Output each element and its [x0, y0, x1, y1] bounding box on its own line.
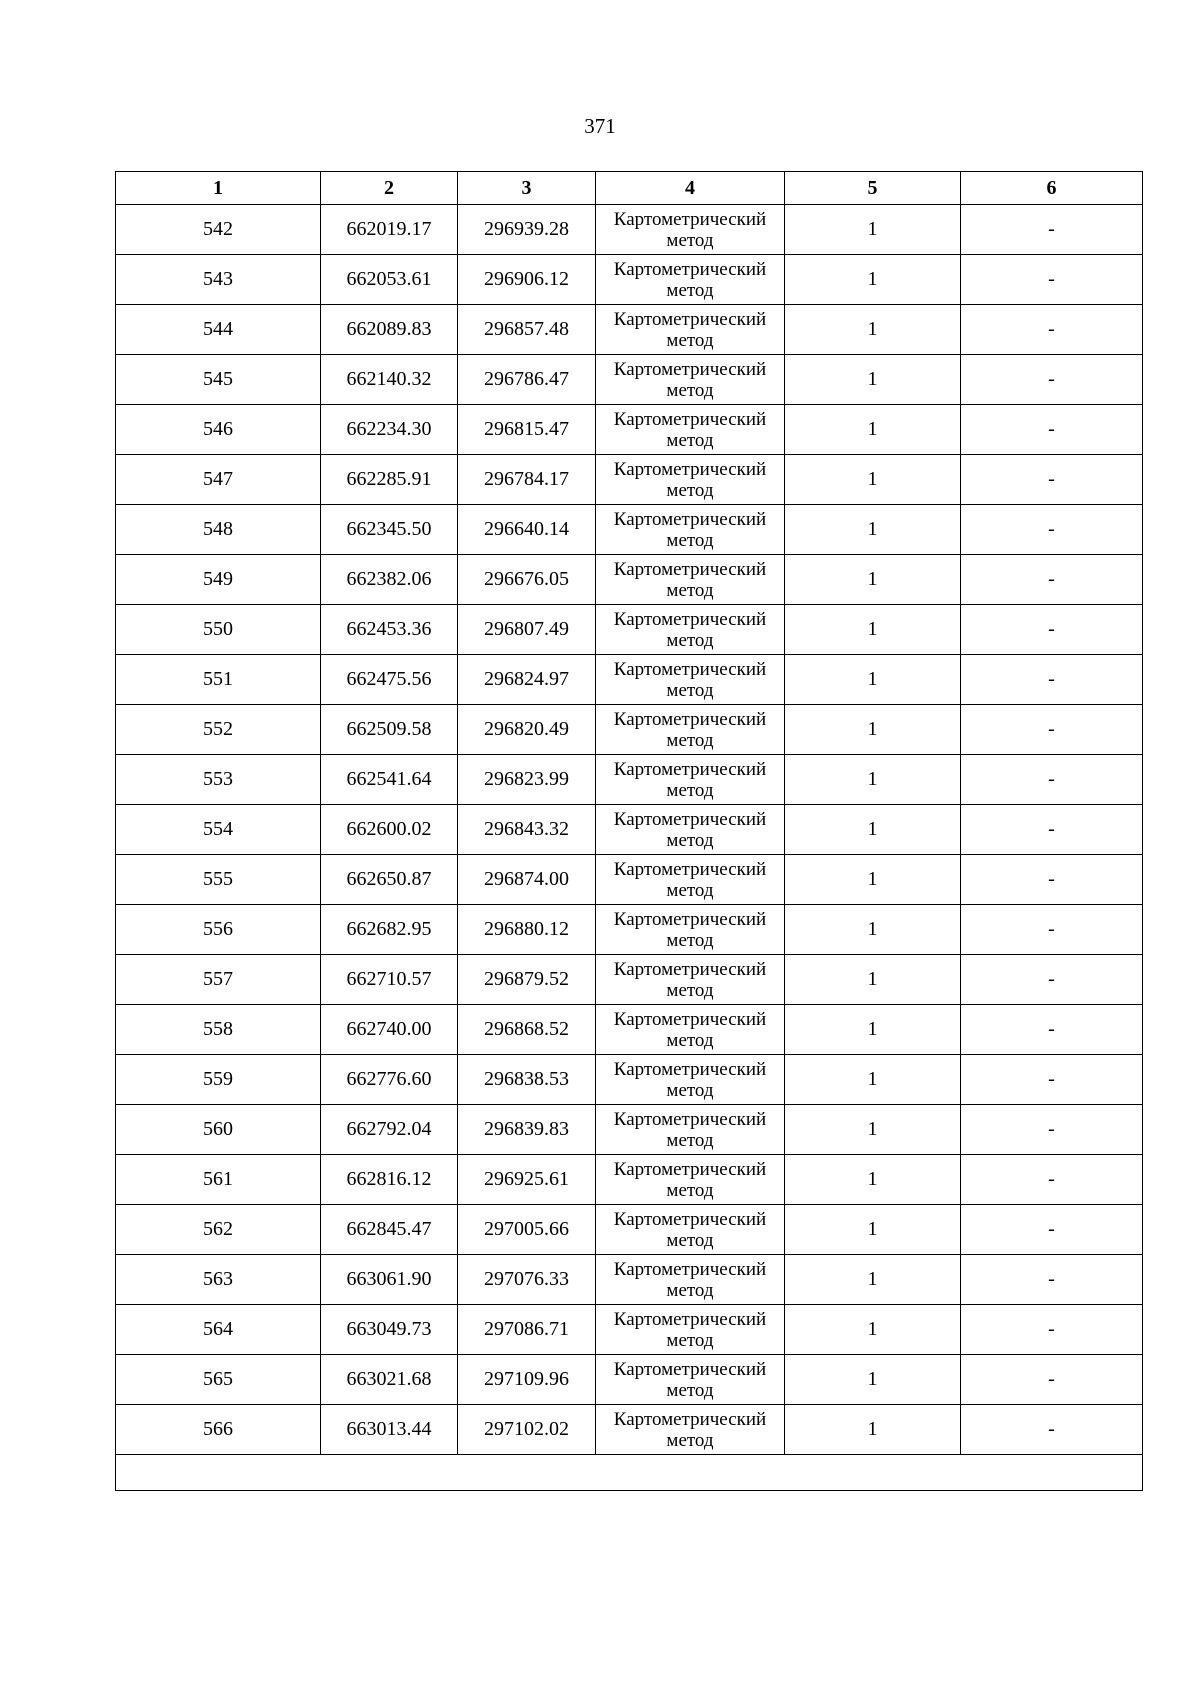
table-row — [116, 1105, 1143, 1155]
method-line-2: метод — [666, 929, 714, 951]
note-cell: - — [961, 755, 1143, 805]
accuracy-cell: 1 — [785, 1355, 961, 1405]
method-line-2: метод — [666, 229, 714, 251]
empty-cell — [116, 1455, 1143, 1491]
note-cell: - — [961, 1105, 1143, 1155]
note-cell: - — [961, 305, 1143, 355]
table-row — [116, 855, 1143, 905]
note-cell: - — [961, 355, 1143, 405]
table-header-row — [116, 172, 1143, 205]
point-number-cell: 560 — [116, 1105, 321, 1155]
method-line-1: Картометрический — [613, 1158, 767, 1180]
method-cell — [596, 755, 785, 805]
note-cell: - — [961, 1355, 1143, 1405]
point-number-cell: 549 — [116, 555, 321, 605]
method-line-2: метод — [666, 1229, 714, 1251]
note-cell: - — [961, 1255, 1143, 1305]
method-cell — [596, 455, 785, 505]
header-col-5: 5 — [785, 172, 961, 205]
page-number: 371 — [584, 114, 616, 138]
point-number-cell: 555 — [116, 855, 321, 905]
y-coordinate-cell: 296676.05 — [458, 555, 596, 605]
y-coordinate-cell: 296824.97 — [458, 655, 596, 705]
y-coordinate-cell: 296640.14 — [458, 505, 596, 555]
x-coordinate-cell: 662509.58 — [321, 705, 458, 755]
note-cell: - — [961, 955, 1143, 1005]
method-line-2: метод — [666, 1179, 714, 1201]
point-number-cell: 543 — [116, 255, 321, 305]
method-cell — [596, 1055, 785, 1105]
note-cell: - — [961, 405, 1143, 455]
y-coordinate-cell: 296906.12 — [458, 255, 596, 305]
method-line-2: метод — [666, 679, 714, 701]
accuracy-cell: 1 — [785, 605, 961, 655]
x-coordinate-cell: 663061.90 — [321, 1255, 458, 1305]
method-line-2: метод — [666, 429, 714, 451]
table-row — [116, 405, 1143, 455]
y-coordinate-cell: 296786.47 — [458, 355, 596, 405]
header-col-4: 4 — [596, 172, 785, 205]
method-cell — [596, 905, 785, 955]
table-row — [116, 905, 1143, 955]
table-row — [116, 1355, 1143, 1405]
method-line-2: метод — [666, 829, 714, 851]
y-coordinate-cell: 296843.32 — [458, 805, 596, 855]
note-cell: - — [961, 1005, 1143, 1055]
x-coordinate-cell: 662475.56 — [321, 655, 458, 705]
y-coordinate-cell: 297086.71 — [458, 1305, 596, 1355]
x-coordinate-cell: 663049.73 — [321, 1305, 458, 1355]
note-cell: - — [961, 855, 1143, 905]
method-cell — [596, 1355, 785, 1405]
method-cell — [596, 1405, 785, 1455]
accuracy-cell: 1 — [785, 805, 961, 855]
accuracy-cell: 1 — [785, 1205, 961, 1255]
method-cell — [596, 555, 785, 605]
point-number-cell: 545 — [116, 355, 321, 405]
x-coordinate-cell: 662776.60 — [321, 1055, 458, 1105]
accuracy-cell: 1 — [785, 1105, 961, 1155]
table-row — [116, 705, 1143, 755]
method-cell — [596, 605, 785, 655]
table-row — [116, 1005, 1143, 1055]
note-cell: - — [961, 1305, 1143, 1355]
method-cell — [596, 305, 785, 355]
note-cell: - — [961, 205, 1143, 255]
method-line-1: Картометрический — [613, 258, 767, 280]
method-line-2: метод — [666, 379, 714, 401]
table-row — [116, 955, 1143, 1005]
point-number-cell: 547 — [116, 455, 321, 505]
note-cell: - — [961, 905, 1143, 955]
method-line-1: Картометрический — [613, 358, 767, 380]
method-line-1: Картометрический — [613, 608, 767, 630]
method-line-1: Картометрический — [613, 908, 767, 930]
method-cell — [596, 1105, 785, 1155]
x-coordinate-cell: 663013.44 — [321, 1405, 458, 1455]
method-line-1: Картометрический — [613, 408, 767, 430]
table-row — [116, 555, 1143, 605]
x-coordinate-cell: 662453.36 — [321, 605, 458, 655]
y-coordinate-cell: 296868.52 — [458, 1005, 596, 1055]
accuracy-cell: 1 — [785, 455, 961, 505]
table-row — [116, 1405, 1143, 1455]
point-number-cell: 565 — [116, 1355, 321, 1405]
table-row — [116, 205, 1143, 255]
method-line-2: метод — [666, 879, 714, 901]
method-cell — [596, 205, 785, 255]
method-line-1: Картометрический — [613, 1058, 767, 1080]
point-number-cell: 553 — [116, 755, 321, 805]
note-cell: - — [961, 255, 1143, 305]
note-cell: - — [961, 455, 1143, 505]
method-cell — [596, 1005, 785, 1055]
table-row — [116, 505, 1143, 555]
method-cell — [596, 955, 785, 1005]
method-line-1: Картометрический — [613, 1108, 767, 1130]
method-line-2: метод — [666, 629, 714, 651]
method-line-2: метод — [666, 529, 714, 551]
method-line-2: метод — [666, 1429, 714, 1451]
accuracy-cell: 1 — [785, 905, 961, 955]
note-cell: - — [961, 605, 1143, 655]
x-coordinate-cell: 662792.04 — [321, 1105, 458, 1155]
method-line-1: Картометрический — [613, 658, 767, 680]
table-row — [116, 1055, 1143, 1105]
method-cell — [596, 1155, 785, 1205]
note-cell: - — [961, 1405, 1143, 1455]
header-col-6: 6 — [961, 172, 1143, 205]
method-line-1: Картометрический — [613, 808, 767, 830]
x-coordinate-cell: 662740.00 — [321, 1005, 458, 1055]
y-coordinate-cell: 297109.96 — [458, 1355, 596, 1405]
method-line-1: Картометрический — [613, 1008, 767, 1030]
point-number-cell: 558 — [116, 1005, 321, 1055]
accuracy-cell: 1 — [785, 1255, 961, 1305]
method-cell — [596, 705, 785, 755]
method-line-2: метод — [666, 1279, 714, 1301]
table-body — [116, 205, 1143, 1491]
x-coordinate-cell: 662285.91 — [321, 455, 458, 505]
table-row — [116, 1205, 1143, 1255]
x-coordinate-cell: 662682.95 — [321, 905, 458, 955]
method-line-2: метод — [666, 279, 714, 301]
point-number-cell: 550 — [116, 605, 321, 655]
note-cell: - — [961, 1155, 1143, 1205]
y-coordinate-cell: 297005.66 — [458, 1205, 596, 1255]
method-line-1: Картометрический — [613, 458, 767, 480]
method-cell — [596, 355, 785, 405]
note-cell: - — [961, 1055, 1143, 1105]
point-number-cell: 559 — [116, 1055, 321, 1105]
y-coordinate-cell: 296874.00 — [458, 855, 596, 905]
x-coordinate-cell: 662053.61 — [321, 255, 458, 305]
note-cell: - — [961, 705, 1143, 755]
point-number-cell: 562 — [116, 1205, 321, 1255]
method-line-2: метод — [666, 729, 714, 751]
point-number-cell: 556 — [116, 905, 321, 955]
method-line-1: Картометрический — [613, 1258, 767, 1280]
table-row — [116, 1155, 1143, 1205]
method-cell — [596, 405, 785, 455]
method-line-1: Картометрический — [613, 958, 767, 980]
x-coordinate-cell: 663021.68 — [321, 1355, 458, 1405]
x-coordinate-cell: 662382.06 — [321, 555, 458, 605]
method-line-1: Картометрический — [613, 308, 767, 330]
x-coordinate-cell: 662345.50 — [321, 505, 458, 555]
accuracy-cell: 1 — [785, 505, 961, 555]
x-coordinate-cell: 662600.02 — [321, 805, 458, 855]
method-cell — [596, 1205, 785, 1255]
header-col-2: 2 — [321, 172, 458, 205]
point-number-cell: 551 — [116, 655, 321, 705]
table-row — [116, 1305, 1143, 1355]
method-line-2: метод — [666, 1329, 714, 1351]
y-coordinate-cell: 296820.49 — [458, 705, 596, 755]
point-number-cell: 566 — [116, 1405, 321, 1455]
method-cell — [596, 1255, 785, 1305]
y-coordinate-cell: 296939.28 — [458, 205, 596, 255]
method-line-1: Картометрический — [613, 208, 767, 230]
method-line-2: метод — [666, 1029, 714, 1051]
table-row — [116, 1255, 1143, 1305]
table-row — [116, 355, 1143, 405]
method-cell — [596, 805, 785, 855]
note-cell: - — [961, 655, 1143, 705]
header-col-1: 1 — [116, 172, 321, 205]
point-number-cell: 552 — [116, 705, 321, 755]
accuracy-cell: 1 — [785, 555, 961, 605]
y-coordinate-cell: 296815.47 — [458, 405, 596, 455]
method-line-1: Картометрический — [613, 1408, 767, 1430]
table-row — [116, 755, 1143, 805]
y-coordinate-cell: 296784.17 — [458, 455, 596, 505]
table-row — [116, 605, 1143, 655]
method-line-2: метод — [666, 779, 714, 801]
x-coordinate-cell: 662019.17 — [321, 205, 458, 255]
method-cell — [596, 505, 785, 555]
note-cell: - — [961, 805, 1143, 855]
x-coordinate-cell: 662650.87 — [321, 855, 458, 905]
accuracy-cell: 1 — [785, 855, 961, 905]
point-number-cell: 557 — [116, 955, 321, 1005]
x-coordinate-cell: 662816.12 — [321, 1155, 458, 1205]
accuracy-cell: 1 — [785, 1305, 961, 1355]
accuracy-cell: 1 — [785, 755, 961, 805]
y-coordinate-cell: 296879.52 — [458, 955, 596, 1005]
accuracy-cell: 1 — [785, 355, 961, 405]
x-coordinate-cell: 662234.30 — [321, 405, 458, 455]
accuracy-cell: 1 — [785, 255, 961, 305]
y-coordinate-cell: 297076.33 — [458, 1255, 596, 1305]
point-number-cell: 546 — [116, 405, 321, 455]
method-line-1: Картометрический — [613, 508, 767, 530]
method-line-2: метод — [666, 579, 714, 601]
x-coordinate-cell: 662541.64 — [321, 755, 458, 805]
method-line-1: Картометрический — [613, 558, 767, 580]
method-line-2: метод — [666, 329, 714, 351]
y-coordinate-cell: 296838.53 — [458, 1055, 596, 1105]
table-row — [116, 255, 1143, 305]
point-number-cell: 548 — [116, 505, 321, 555]
method-line-1: Картометрический — [613, 758, 767, 780]
method-line-2: метод — [666, 479, 714, 501]
accuracy-cell: 1 — [785, 1005, 961, 1055]
method-line-2: метод — [666, 1079, 714, 1101]
method-line-1: Картометрический — [613, 708, 767, 730]
accuracy-cell: 1 — [785, 955, 961, 1005]
table-row — [116, 805, 1143, 855]
y-coordinate-cell: 296823.99 — [458, 755, 596, 805]
method-line-2: метод — [666, 1129, 714, 1151]
x-coordinate-cell: 662140.32 — [321, 355, 458, 405]
accuracy-cell: 1 — [785, 205, 961, 255]
accuracy-cell: 1 — [785, 1155, 961, 1205]
method-line-1: Картометрический — [613, 1308, 767, 1330]
method-cell — [596, 855, 785, 905]
method-cell — [596, 655, 785, 705]
accuracy-cell: 1 — [785, 655, 961, 705]
point-number-cell: 564 — [116, 1305, 321, 1355]
accuracy-cell: 1 — [785, 405, 961, 455]
y-coordinate-cell: 296857.48 — [458, 305, 596, 355]
method-cell — [596, 255, 785, 305]
x-coordinate-cell: 662845.47 — [321, 1205, 458, 1255]
y-coordinate-cell: 296807.49 — [458, 605, 596, 655]
method-line-1: Картометрический — [613, 1358, 767, 1380]
y-coordinate-cell: 296880.12 — [458, 905, 596, 955]
point-number-cell: 561 — [116, 1155, 321, 1205]
coordinates-table — [115, 171, 1143, 1491]
note-cell: - — [961, 505, 1143, 555]
y-coordinate-cell: 297102.02 — [458, 1405, 596, 1455]
accuracy-cell: 1 — [785, 705, 961, 755]
accuracy-cell: 1 — [785, 1405, 961, 1455]
accuracy-cell: 1 — [785, 305, 961, 355]
x-coordinate-cell: 662710.57 — [321, 955, 458, 1005]
point-number-cell: 544 — [116, 305, 321, 355]
table-row — [116, 655, 1143, 705]
table-row — [116, 305, 1143, 355]
point-number-cell: 554 — [116, 805, 321, 855]
point-number-cell: 542 — [116, 205, 321, 255]
header-col-3: 3 — [458, 172, 596, 205]
note-cell: - — [961, 1205, 1143, 1255]
x-coordinate-cell: 662089.83 — [321, 305, 458, 355]
method-line-2: метод — [666, 979, 714, 1001]
method-cell — [596, 1305, 785, 1355]
accuracy-cell: 1 — [785, 1055, 961, 1105]
method-line-1: Картометрический — [613, 858, 767, 880]
point-number-cell: 563 — [116, 1255, 321, 1305]
empty-row — [116, 1455, 1143, 1491]
y-coordinate-cell: 296839.83 — [458, 1105, 596, 1155]
y-coordinate-cell: 296925.61 — [458, 1155, 596, 1205]
note-cell: - — [961, 555, 1143, 605]
table-row — [116, 455, 1143, 505]
method-line-2: метод — [666, 1379, 714, 1401]
method-line-1: Картометрический — [613, 1208, 767, 1230]
